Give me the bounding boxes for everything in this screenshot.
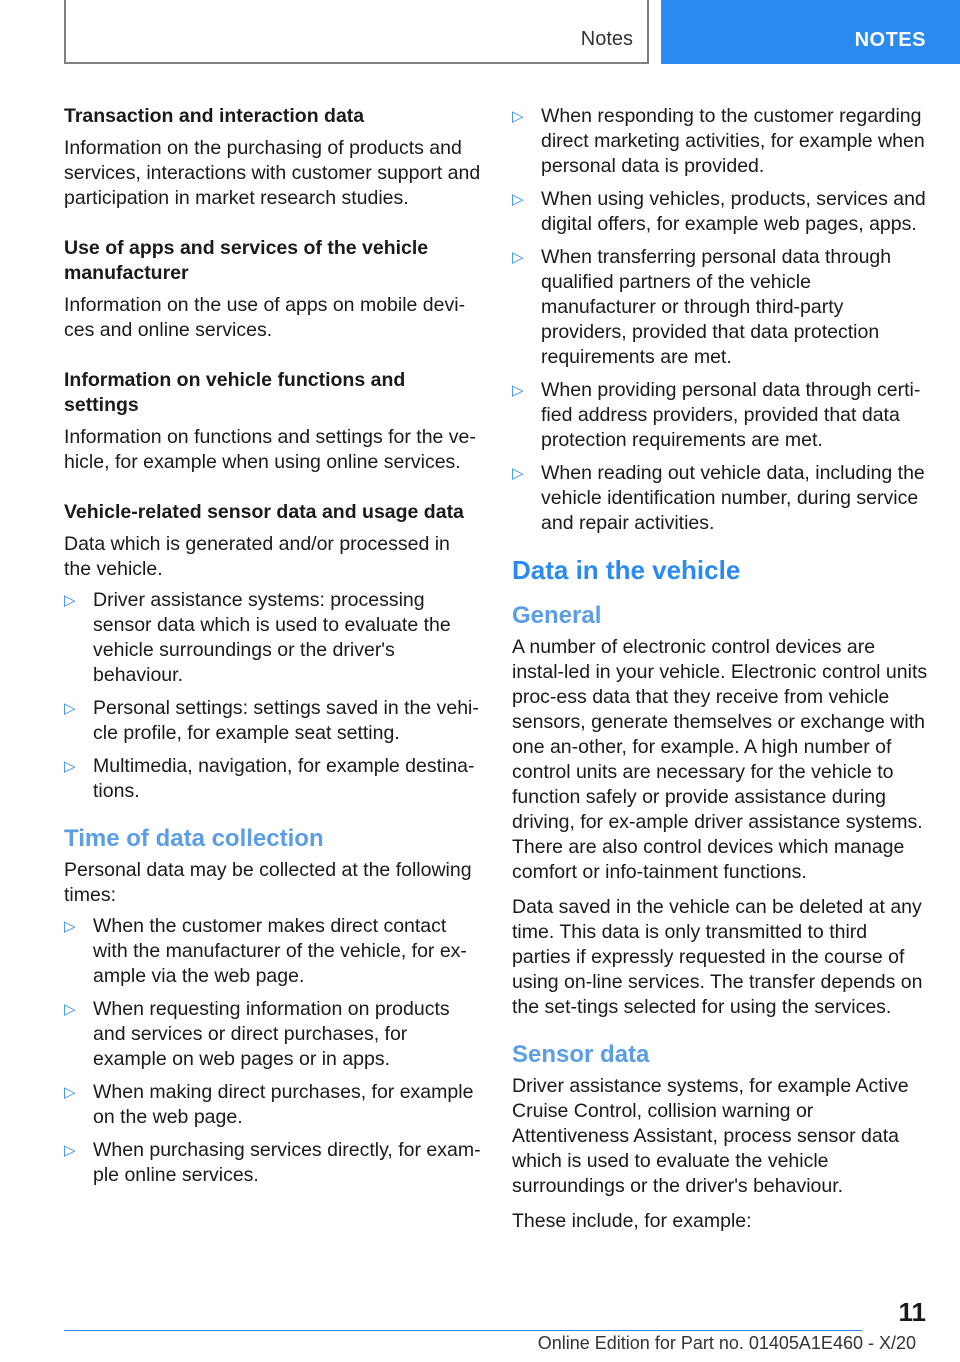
list-item: [512, 461, 930, 536]
list-item: [64, 1080, 482, 1130]
list-item-text: When responding to the customer regarding direct marketing activities, for example when personal data is provided.: [541, 105, 925, 177]
bullet-triangle-icon: ▷: [512, 191, 524, 208]
bullet-triangle-icon: ▷: [64, 592, 76, 609]
heading-data-in-vehicle: Data in the vehicle: [512, 555, 741, 585]
list-item-text: Personal settings: settings saved in the vehi‐cle profile, for example seat setting.: [93, 697, 479, 744]
paragraph-sensor-usage-data: Data which is generated and/or processed in the vehicle.: [64, 533, 450, 580]
list-item: [64, 1138, 482, 1188]
list-item: [512, 104, 930, 179]
header-chapter-tab: [661, 0, 960, 64]
right-column: [512, 104, 930, 1244]
bullet-triangle-icon: ▷: [64, 758, 76, 775]
list-item-text: When purchasing services directly, for exam‐ple online services.: [93, 1139, 481, 1186]
page-number: 11: [898, 1297, 926, 1327]
paragraph-sensor-data-1: Driver assistance systems, for example Active Cruise Control, collision warning or Attentiveness Assistant, process sensor data which is used to evaluate the vehicle surroundings or the driver's behaviour.: [512, 1075, 909, 1197]
list-item-text: Driver assistance systems: processing sensor data which is used to evaluate the vehicle surroundings or the driver's behaviour.: [93, 589, 451, 686]
bullet-triangle-icon: ▷: [512, 465, 524, 482]
list-item-text: When requesting information on products and services or direct purchases, for example on web pages or in apps.: [93, 998, 450, 1070]
list-item-text: When transferring personal data through qualified partners of the vehicle manufacturer or through third-party providers, provided that data protection requirements are met.: [541, 246, 892, 368]
bullet-triangle-icon: ▷: [64, 1001, 76, 1018]
bullet-triangle-icon: ▷: [64, 700, 76, 717]
bullet-triangle-icon: ▷: [512, 382, 524, 399]
subheading-sensor-usage-data: Vehicle-related sensor data and usage data: [64, 501, 464, 523]
bullet-triangle-icon: ▷: [512, 249, 524, 266]
list-item: [64, 997, 482, 1072]
paragraph-time-intro: Personal data may be collected at the following times:: [64, 859, 472, 906]
list-item: [64, 588, 482, 688]
time-collection-list-continued: [512, 104, 930, 536]
header-chapter-label: NOTES: [854, 29, 926, 51]
paragraph-vehicle-functions: Information on functions and settings for the ve‐hicle, for example when using online services.: [64, 426, 476, 473]
footer-edition-text: Online Edition for Part no. 01405A1E460 - X/20: [537, 1333, 916, 1353]
list-item: [512, 245, 930, 370]
paragraph-transaction-data: Information on the purchasing of products and services, interactions with customer support and participation in market research studies.: [64, 137, 481, 209]
bullet-triangle-icon: ▷: [64, 918, 76, 935]
heading-general: General: [512, 602, 602, 629]
header-section-title: Notes: [580, 28, 633, 50]
list-item-text: Multimedia, navigation, for example destina‐tions.: [93, 755, 475, 802]
list-item: [64, 914, 482, 989]
list-item: [512, 378, 930, 453]
heading-sensor-data: Sensor data: [512, 1041, 650, 1068]
list-item: [512, 187, 930, 237]
footer-divider: [64, 1330, 862, 1331]
bullet-triangle-icon: ▷: [64, 1084, 76, 1101]
list-item-text: When providing personal data through certi‐fied address providers, provided that data protection requirements are met.: [541, 379, 921, 451]
paragraph-sensor-data-2: These include, for example:: [512, 1210, 752, 1232]
list-item-text: When using vehicles, products, services and digital offers, for example web pages, apps.: [541, 188, 926, 235]
list-item: [64, 754, 482, 804]
header-section-box: [64, 0, 649, 64]
heading-time-of-collection: Time of data collection: [64, 825, 324, 852]
list-item: [64, 696, 482, 746]
bullet-triangle-icon: ▷: [512, 108, 524, 125]
left-column: [64, 104, 482, 1196]
subheading-transaction-data: Transaction and interaction data: [64, 105, 365, 127]
list-item-text: When the customer makes direct contact with the manufacturer of the vehicle, for ex‐ample via the web page.: [93, 915, 467, 987]
sensor-data-list: [64, 588, 482, 804]
subheading-vehicle-functions: Information on vehicle functions and settings: [64, 369, 406, 416]
paragraph-general-1: A number of electronic control devices are instal‐led in your vehicle. Electronic control units proc‐ess data that they receive from vehicle sensors, generate themselves or exchange with one an‐other, for example. A high number of control units are necessary for the vehicle to function safely or provide assistance during driving, for ex‐ample driver assistance systems. There are also control devices which manage comfort or info‐tainment functions.: [512, 636, 928, 883]
subheading-apps-services: Use of apps and services of the vehicle manufacturer: [64, 237, 429, 284]
time-collection-list: [64, 914, 482, 1188]
paragraph-apps-services: Information on the use of apps on mobile devi‐ces and online services.: [64, 294, 466, 341]
bullet-triangle-icon: ▷: [64, 1142, 76, 1159]
list-item-text: When reading out vehicle data, including the vehicle identification number, during service and repair activities.: [541, 462, 925, 534]
paragraph-general-2: Data saved in the vehicle can be deleted at any time. This data is only transmitted to third parties if expressly requested in the course of using on‐line services. The transfer depends on the set‐tings selected for using the services.: [512, 896, 923, 1018]
list-item-text: When making direct purchases, for example on the web page.: [93, 1081, 474, 1128]
